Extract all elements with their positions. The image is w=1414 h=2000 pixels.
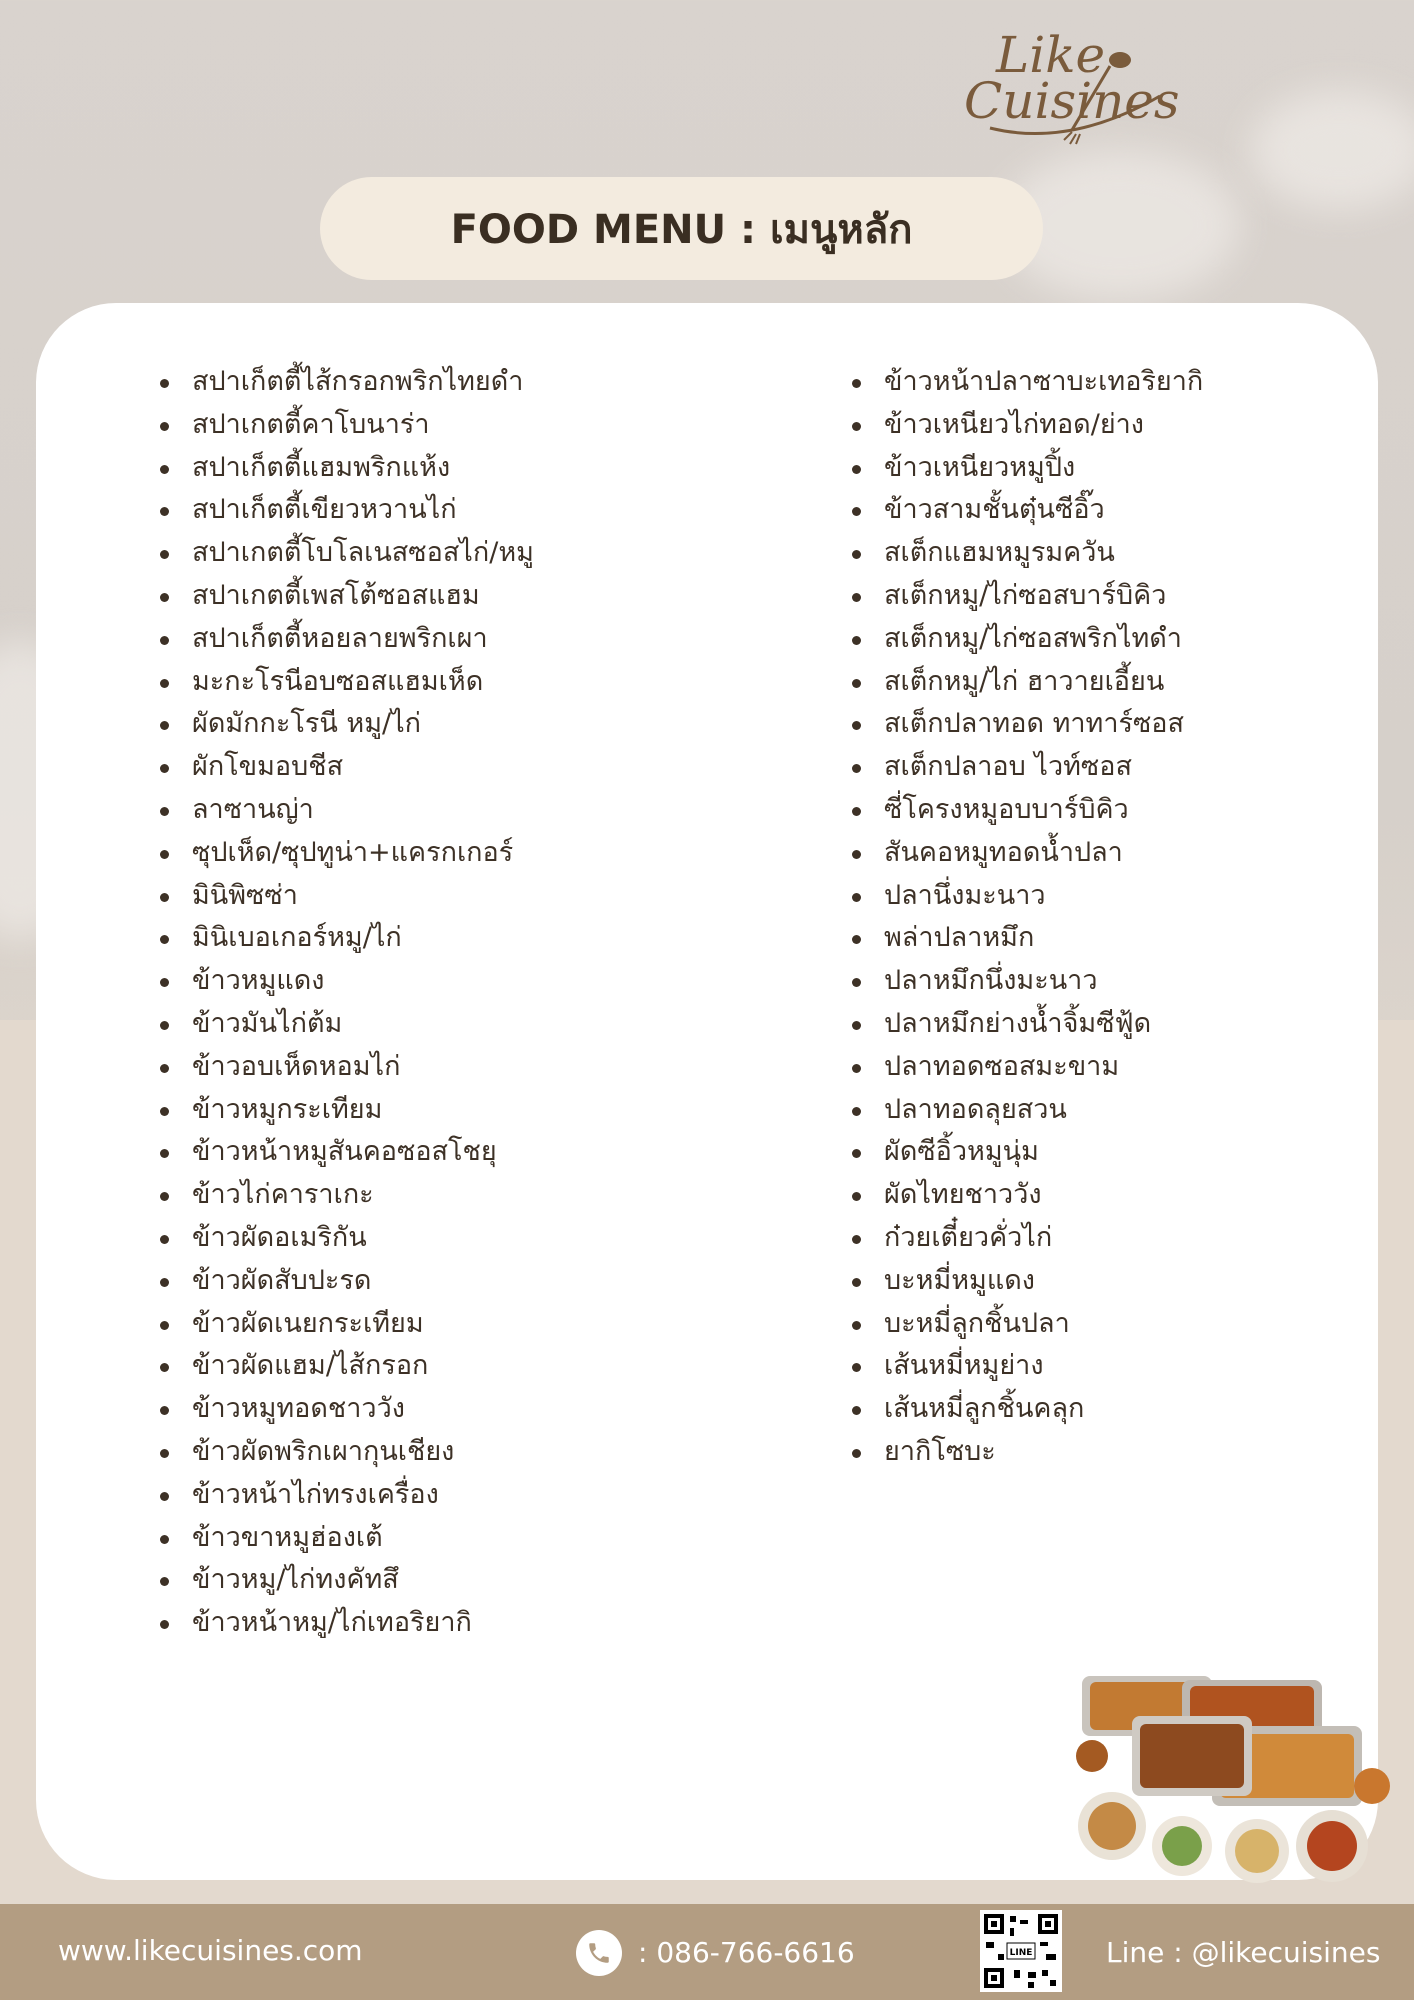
- menu-item: ข้าวหมูแดง: [156, 960, 534, 1003]
- cloud-decoration: [1250, 90, 1414, 210]
- logo-text-like: Like: [996, 26, 1106, 84]
- menu-item: สเต็กปลาอบ ไวท์ซอส: [848, 746, 1203, 789]
- menu-item: มินิพิซซ่า: [156, 875, 534, 918]
- qr-code-icon: [980, 1910, 1062, 1992]
- menu-item: สเต็กหมู/ไก่ซอสพริกไทดำ: [848, 618, 1203, 661]
- menu-item: ข้าวไก่คาราเกะ: [156, 1174, 534, 1217]
- menu-item: ข้าวหน้าไก่ทรงเครื่อง: [156, 1474, 534, 1517]
- menu-item: ซี่โครงหมูอบบาร์บิคิว: [848, 789, 1203, 832]
- menu-item: ข้าวอบเห็ดหอมไก่: [156, 1046, 534, 1089]
- menu-item: สปาเก็ตตี้แฮมพริกแห้ง: [156, 447, 534, 490]
- menu-item: สปาเก็ตตี้หอยลายพริกเผา: [156, 618, 534, 661]
- menu-card: [36, 303, 1378, 1880]
- menu-list-right: [848, 361, 1203, 1474]
- phone-number[interactable]: : 086-766-6616: [638, 1936, 855, 1969]
- menu-item: ข้าวหน้าหมู/ไก่เทอริยากิ: [156, 1602, 534, 1645]
- food-photo: [1072, 1676, 1392, 1886]
- line-id[interactable]: Line : @likecuisines: [1106, 1936, 1381, 1969]
- menu-item: ข้าวเหนียวไก่ทอด/ย่าง: [848, 404, 1203, 447]
- menu-item: ปลาทอดซอสมะขาม: [848, 1046, 1203, 1089]
- footer: [0, 1904, 1414, 2000]
- menu-item: สปาเก็ตตี้เขียวหวานไก่: [156, 489, 534, 532]
- menu-item: มินิเบอเกอร์หมู/ไก่: [156, 917, 534, 960]
- logo-text-cuisines: Cuisines: [964, 72, 1180, 130]
- menu-item: ปลาหมึกย่างน้ำจิ้มซีฟู้ด: [848, 1003, 1203, 1046]
- menu-item: ข้าวขาหมูฮ่องเต้: [156, 1517, 534, 1560]
- menu-item: มะกะโรนีอบซอสแฮมเห็ด: [156, 661, 534, 704]
- menu-item: ซุปเห็ด/ซุปทูน่า+แครกเกอร์: [156, 832, 534, 875]
- menu-item: สเต็กแฮมหมูรมควัน: [848, 532, 1203, 575]
- menu-item: สเต็กหมู/ไก่ ฮาวายเอี้ยน: [848, 661, 1203, 704]
- menu-item: เส้นหมี่หมูย่าง: [848, 1345, 1203, 1388]
- menu-list-left: [156, 361, 534, 1645]
- phone-icon: [576, 1930, 622, 1976]
- menu-item: ปลานึ่งมะนาว: [848, 875, 1203, 918]
- menu-item: ลาซานญ่า: [156, 789, 534, 832]
- menu-item: ข้าวมันไก่ต้ม: [156, 1003, 534, 1046]
- website-link[interactable]: www.likecuisines.com: [58, 1934, 363, 1967]
- menu-item: สปาเกตตี้คาโบนาร่า: [156, 404, 534, 447]
- menu-item: ข้าวผัดพริกเผากุนเชียง: [156, 1431, 534, 1474]
- menu-item: ยากิโซบะ: [848, 1431, 1203, 1474]
- menu-item: ผัดมักกะโรนี หมู/ไก่: [156, 703, 534, 746]
- menu-item: ข้าวผัดเนยกระเทียม: [156, 1303, 534, 1346]
- menu-item: บะหมี่ลูกชิ้นปลา: [848, 1303, 1203, 1346]
- menu-item: ข้าวสามชั้นตุ๋นซีอิ๊ว: [848, 489, 1203, 532]
- qr-line-label: LINE: [1009, 1948, 1033, 1958]
- menu-item: ผักโขมอบชีส: [156, 746, 534, 789]
- menu-item: ข้าวหมูทอดชาววัง: [156, 1388, 534, 1431]
- menu-item: บะหมี่หมูแดง: [848, 1260, 1203, 1303]
- menu-item: สันคอหมูทอดน้ำปลา: [848, 832, 1203, 875]
- menu-item: ก๋วยเตี๋ยวคั่วไก่: [848, 1217, 1203, 1260]
- menu-item: ข้าวผัดอเมริกัน: [156, 1217, 534, 1260]
- menu-item: สปาเกตตี้เพสโต้ซอสแฮม: [156, 575, 534, 618]
- menu-item: ผัดไทยชาววัง: [848, 1174, 1203, 1217]
- menu-item: ข้าวหมู/ไก่ทงคัทสึ: [156, 1559, 534, 1602]
- menu-item: ผัดซีอิ้วหมูนุ่ม: [848, 1131, 1203, 1174]
- menu-item: ข้าวหมูกระเทียม: [156, 1089, 534, 1132]
- menu-item: พล่าปลาหมึก: [848, 917, 1203, 960]
- menu-item: ข้าวเหนียวหมูปิ้ง: [848, 447, 1203, 490]
- menu-item: สปาเกตตี้โบโลเนสซอสไก่/หมู: [156, 532, 534, 575]
- menu-item: ปลาหมึกนึ่งมะนาว: [848, 960, 1203, 1003]
- menu-item: สเต็กปลาทอด ทาทาร์ซอส: [848, 703, 1203, 746]
- menu-item: ข้าวหน้าปลาซาบะเทอริยากิ: [848, 361, 1203, 404]
- menu-item: ข้าวผัดสับปะรด: [156, 1260, 534, 1303]
- menu-item: ข้าวหน้าหมูสันคอซอสโชยุ: [156, 1131, 534, 1174]
- page-title: FOOD MENU : เมนูหลัก: [320, 177, 1043, 280]
- menu-item: สเต็กหมู/ไก่ซอสบาร์บิคิว: [848, 575, 1203, 618]
- menu-item: ปลาทอดลุยสวน: [848, 1089, 1203, 1132]
- menu-item: ข้าวผัดแฮม/ไส้กรอก: [156, 1345, 534, 1388]
- logo: [960, 20, 1180, 150]
- menu-item: สปาเก็ตตี้ไส้กรอกพริกไทยดำ: [156, 361, 534, 404]
- menu-item: เส้นหมี่ลูกชิ้นคลุก: [848, 1388, 1203, 1431]
